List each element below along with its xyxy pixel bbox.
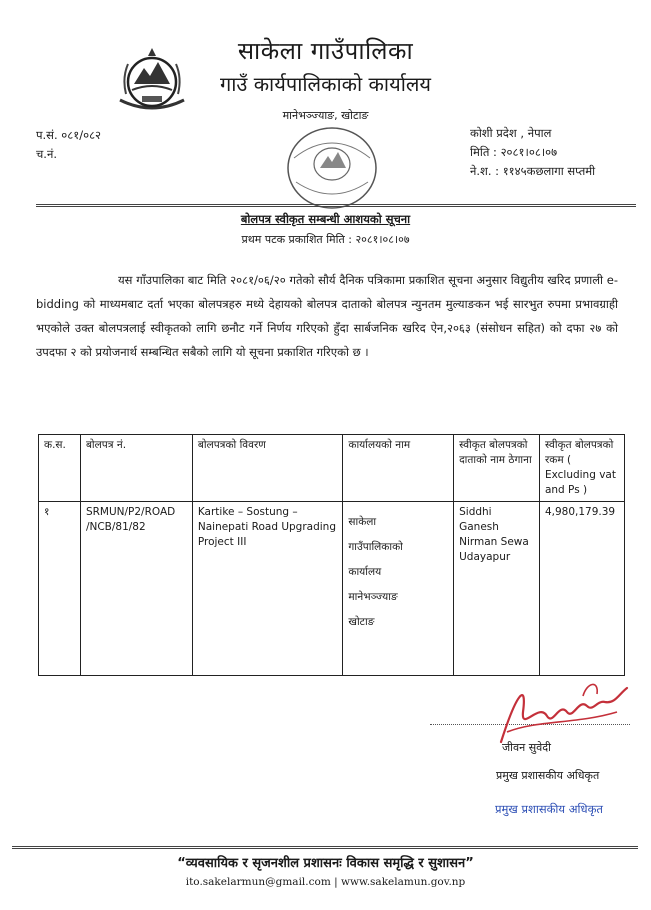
column-header-description: बोलपत्रको विवरण — [192, 435, 343, 502]
notice-subject: बोलपत्र स्वीकृत सम्बन्धी आशयको सूचना — [240, 212, 411, 226]
footer-contact: ito.sakelarmun@gmail.com | www.sakelamun.gov.np — [185, 876, 466, 888]
issue-date: मिति : २०८१।०८।०७ — [470, 145, 558, 159]
notice-body: यस गाँउपालिका बाट मिति २०८१/०६/२० गतेको सौर्य दैनिक पत्रिकामा प्रकाशित सूचना अनुसार विद्युतीय खरिद प्रणाली e-bidding को माध्यमबाट दर्ता भएका बोलपत्रहरु मध्ये देहायको बोलपत्र दाताको बोलपत्र न्युनतम मुल्याङकन भई सारभुत रुपमा प्रभावग्राही भएकोले उक्त बोलपत्रलाई स्वीकृतको लागि छनौट गर्ने निर्णय गरिएको हुँदा सार्बजनिक खरिद ऐन,२०६३ (संसोधन सहित) को दफा २७ को उपदफा २ को प्रयोजनार्थ सम्बन्धित सबैको लागि यो सूचना प्रकाशित गरिएको छ । — [36, 273, 618, 359]
municipality-title: साकेला गाउँपालिका — [237, 37, 414, 65]
office-seal-stamp — [282, 122, 382, 214]
cell-amount: 4,980,179.39 — [539, 502, 624, 676]
reference-block — [36, 126, 101, 164]
cell-bidder: Siddhi Ganesh Nirman Sewa Udayapur — [454, 502, 540, 676]
office-line: खोटाङ — [348, 616, 375, 628]
office-line: मानेभञ्ज्याङ — [348, 591, 398, 603]
table-header-row — [39, 435, 625, 502]
footer-divider — [12, 846, 638, 849]
province-label: कोशी प्रदेश , नेपाल — [470, 126, 552, 140]
office-line: कार्यालय — [348, 566, 382, 578]
dispatch-number: च.नं. — [36, 147, 57, 161]
bid-acceptance-table — [38, 434, 625, 676]
cell-sn: १ — [39, 502, 81, 676]
office-line: साकेला — [348, 516, 377, 528]
publication-date: प्रथम पटक प्रकाशित मिति : २०८१।०८।०७ — [241, 233, 410, 246]
cell-office — [343, 502, 454, 676]
column-header-amount: स्वीकृत बोलपत्रको रकम ( Excluding vat and Ps ) — [539, 435, 624, 502]
cell-bid-no: SRMUN/P2/ROAD /NCB/81/82 — [80, 502, 192, 676]
nepal-sambat-date: ने.श. : ११४५कछलागा सप्तमी — [470, 164, 596, 178]
column-header-office: कार्यालयको नाम — [343, 435, 454, 502]
signatory-designation: प्रमुख प्रशासकीय अधिकृत — [496, 769, 600, 782]
column-header-bidder: स्वीकृत बोलपत्रको दाताको नाम ठेगाना — [454, 435, 540, 502]
office-line: गाउँपालिकाको — [348, 541, 403, 553]
date-block — [470, 124, 595, 181]
footer-motto: “व्यवसायिक र सृजनशील प्रशासनः विकास समृद्धि र सुशासन” — [177, 856, 474, 871]
reference-number: प.सं. ०८१/०८२ — [36, 128, 102, 142]
header-divider — [36, 204, 636, 207]
office-address: मानेभञ्ज्याङ, खोटाङ — [282, 109, 369, 122]
column-header-sn: क.स. — [39, 435, 81, 502]
table-row — [39, 502, 625, 676]
column-header-bid-no: बोलपत्र नं. — [80, 435, 192, 502]
designation-stamp: प्रमुख प्रशासकीय अधिकृत — [495, 802, 603, 816]
cell-description: Kartike – Sostung – Nainepati Road Upgrading Project III — [192, 502, 343, 676]
signatory-name: जीवन सुवेदी — [502, 741, 551, 754]
office-title: गाउँ कार्यपालिकाको कार्यालय — [219, 72, 432, 96]
